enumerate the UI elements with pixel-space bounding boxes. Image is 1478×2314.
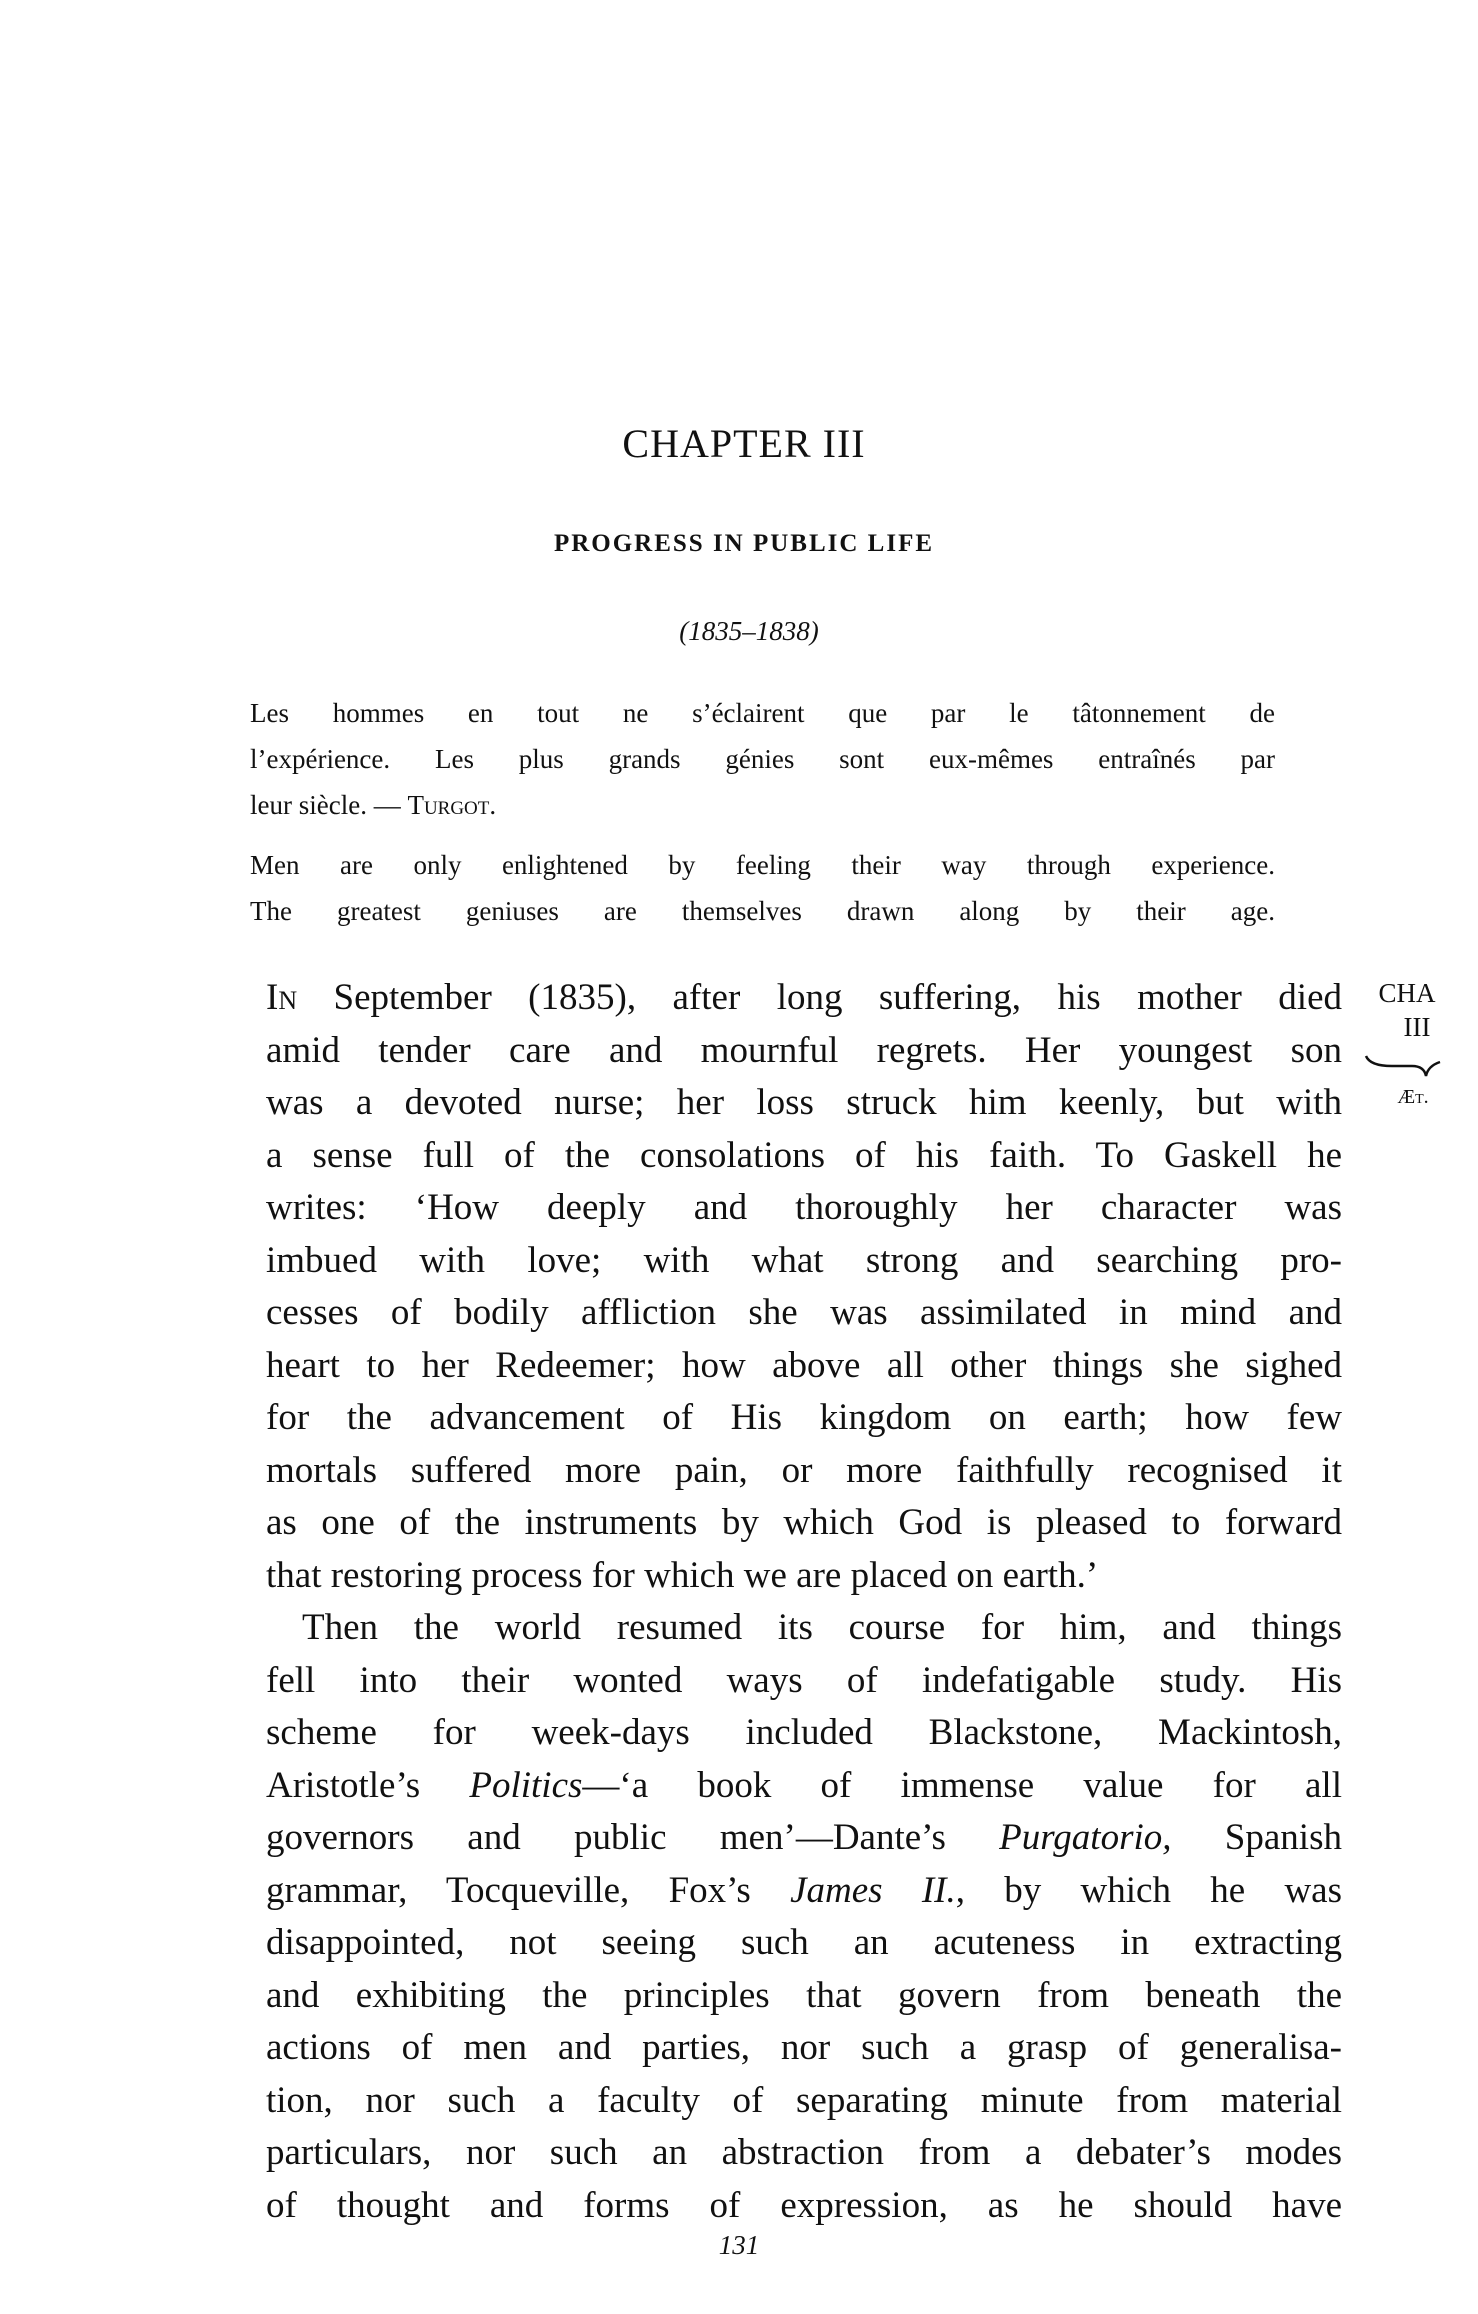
text-line bbox=[266, 2180, 1342, 2233]
text-segment: grammar, Tocqueville, Fox’s bbox=[266, 1869, 791, 1911]
text-line bbox=[266, 1287, 1342, 1340]
text-segment: Spanish bbox=[1171, 1817, 1342, 1858]
text-line bbox=[266, 1025, 1342, 1078]
text-segment: was a devoted nurse; her loss struck him keenly, but with bbox=[266, 1082, 1342, 1123]
text-segment: writes: ‘How deeply and thoroughly her character was bbox=[266, 1187, 1342, 1228]
text-line bbox=[266, 1917, 1342, 1970]
text-line bbox=[266, 1865, 1342, 1918]
text-line bbox=[266, 1707, 1342, 1760]
text-segment: fell into their wonted ways of indefatigable study. His bbox=[266, 1659, 1342, 1701]
text-line bbox=[266, 1970, 1342, 2023]
text-line bbox=[266, 1497, 1342, 1550]
text-segment: for the advancement of His kingdom on earth; how few bbox=[266, 1397, 1342, 1438]
italic-title: Politics bbox=[469, 1764, 583, 1806]
text-line bbox=[266, 1182, 1342, 1235]
text-line bbox=[250, 736, 1275, 782]
text-line bbox=[266, 2075, 1342, 2128]
text-segment: imbued with love; with what strong and searching pro- bbox=[266, 1239, 1342, 1281]
text-line bbox=[266, 1602, 1342, 1655]
text-line bbox=[266, 972, 1342, 1025]
paragraph bbox=[266, 1602, 1342, 2232]
text-segment: , by which he was bbox=[955, 1869, 1342, 1911]
text-line bbox=[266, 1235, 1342, 1288]
text-segment: . bbox=[489, 790, 497, 820]
text-line bbox=[250, 842, 1275, 888]
text-segment: governors and public men’—Dante’s bbox=[266, 1817, 1000, 1858]
body-text bbox=[266, 972, 1342, 2232]
text-segment: tion, nor such a faculty of separating minute from material bbox=[266, 2079, 1342, 2121]
text-line bbox=[266, 2127, 1342, 2180]
epigraph-english bbox=[250, 842, 1275, 934]
italic-title: Purgatorio, bbox=[999, 1817, 1172, 1858]
text-segment: amid tender care and mournful regrets. Her youngest son bbox=[266, 1029, 1342, 1071]
text-segment: Aristotle’s bbox=[266, 1764, 470, 1806]
text-segment: leur siècle. — bbox=[250, 790, 408, 820]
text-line bbox=[266, 1077, 1342, 1130]
margin-note-age bbox=[1378, 1086, 1448, 1109]
text-segment: that restoring process for which we are placed on earth.’ bbox=[266, 1554, 1099, 1596]
text-line bbox=[266, 1812, 1342, 1865]
text-segment: of thought and forms of expression, as he should have bbox=[266, 2184, 1342, 2226]
margin-note-age-text: Æt. bbox=[1397, 1086, 1429, 1108]
text-segment: scheme for week-days included Blackstone, Mackintosh, bbox=[266, 1712, 1342, 1753]
small-caps-text: In bbox=[266, 977, 298, 1018]
text-line bbox=[266, 1130, 1342, 1183]
text-line bbox=[266, 1550, 1342, 1603]
text-segment: actions of men and parties, nor such a grasp of generalisa- bbox=[266, 2027, 1342, 2068]
text-line bbox=[250, 690, 1275, 736]
epigraph-french bbox=[250, 690, 1275, 828]
small-caps-text: Turgot bbox=[407, 790, 490, 820]
text-line bbox=[266, 1392, 1342, 1445]
text-segment: heart to her Redeemer; how above all other things she sighed bbox=[266, 1344, 1342, 1386]
text-segment: particulars, nor such an abstraction from a debater’s modes bbox=[266, 2132, 1342, 2173]
text-line bbox=[250, 782, 1275, 828]
margin-note-chapter: CHA bbox=[1378, 978, 1436, 1008]
text-line bbox=[266, 2022, 1342, 2075]
text-segment: l’expérience. Les plus grands génies sont eux-mêmes entraînés par bbox=[250, 744, 1275, 774]
brace-icon bbox=[1362, 1052, 1442, 1082]
paragraph bbox=[266, 972, 1342, 1602]
text-segment: Les hommes en tout ne s’éclairent que par le tâtonnement de bbox=[250, 698, 1275, 728]
text-segment: —‘a book of immense value for all bbox=[582, 1764, 1342, 1806]
text-segment: mortals suffered more pain, or more faithfully recognised it bbox=[266, 1449, 1342, 1491]
chapter-title: CHAPTER III bbox=[622, 421, 866, 466]
text-segment: a sense full of the consolations of his faith. To Gaskell he bbox=[266, 1134, 1342, 1176]
text-segment: cesses of bodily affliction she was assimilated in mind and bbox=[266, 1292, 1342, 1333]
chapter-subtitle: PROGRESS IN PUBLIC LIFE bbox=[553, 530, 935, 557]
text-segment: The greatest geniuses are themselves drawn along by their age. bbox=[250, 896, 1275, 926]
margin-note-chapter-number: III bbox=[1403, 1012, 1431, 1042]
text-segment: Men are only enlightened by feeling their way through experience. bbox=[250, 850, 1275, 880]
text-segment: as one of the instruments by which God is pleased to forward bbox=[266, 1502, 1342, 1543]
text-segment: disappointed, not seeing such an acuteness in extracting bbox=[266, 1922, 1342, 1963]
text-line bbox=[266, 1760, 1342, 1813]
italic-title: James II. bbox=[790, 1869, 956, 1911]
text-line bbox=[266, 1340, 1342, 1393]
text-line bbox=[250, 888, 1275, 934]
text-segment: Then the world resumed its course for him, and things bbox=[302, 1607, 1342, 1648]
text-line bbox=[266, 1445, 1342, 1498]
text-segment: September (1835), after long suffering, his mother died bbox=[297, 977, 1342, 1018]
text-segment: and exhibiting the principles that govern from beneath the bbox=[266, 1974, 1342, 2016]
text-line bbox=[266, 1655, 1342, 1708]
page-number: 131 bbox=[718, 2230, 760, 2260]
chapter-dates: (1835–1838) bbox=[679, 616, 819, 646]
